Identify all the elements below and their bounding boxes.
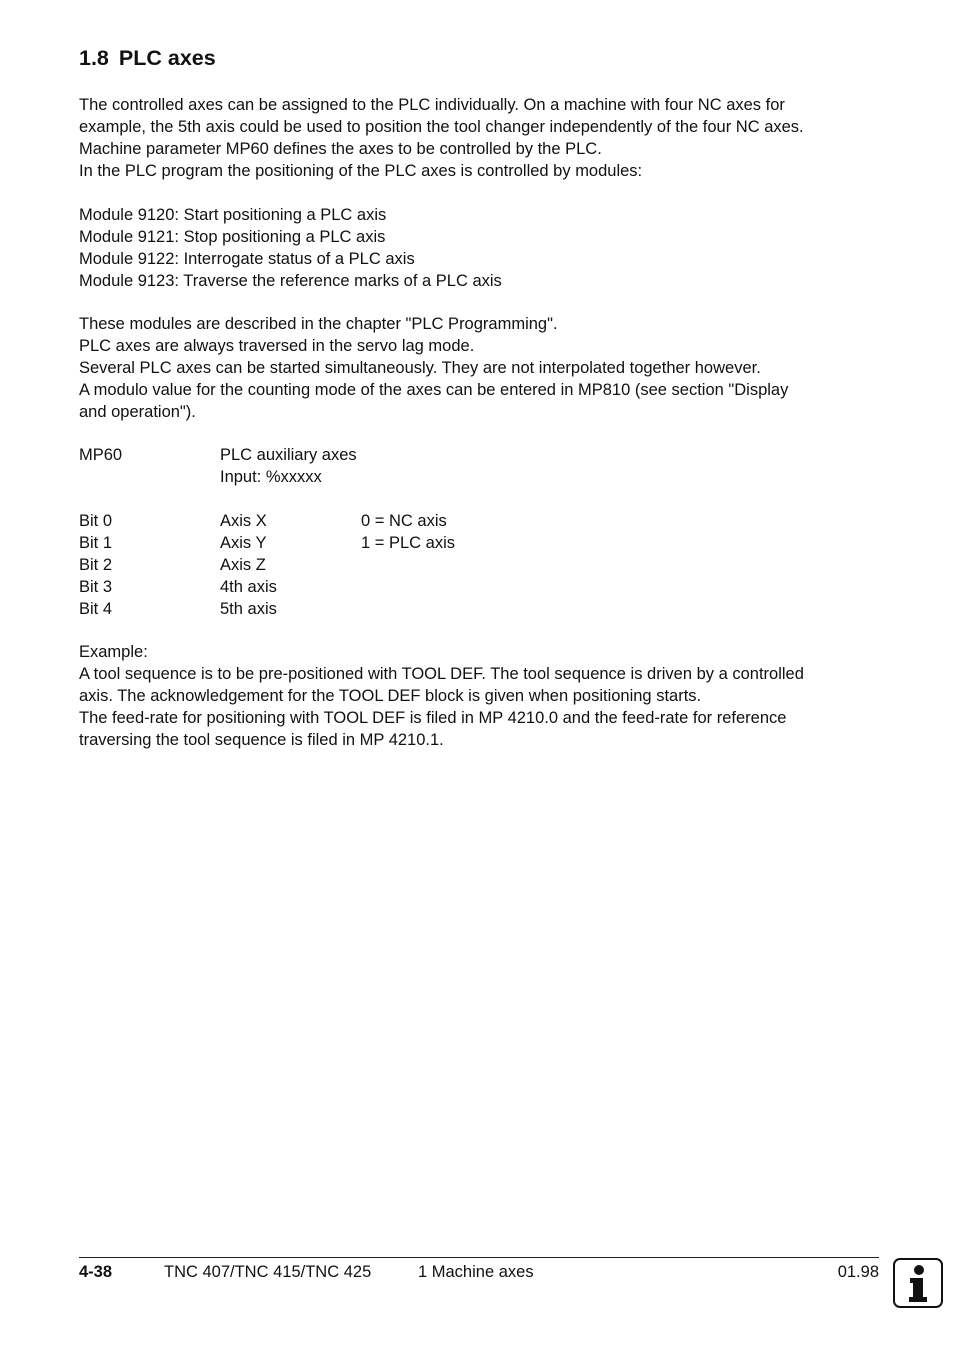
bit-number: Bit 0	[79, 512, 113, 530]
intro-paragraph	[79, 94, 879, 182]
section-number: 1.8	[79, 46, 109, 70]
note-line: Several PLC axes can be started simultaneously. They are not interpolated together however.	[79, 359, 761, 377]
bit-meaning: 0 = NC axis	[361, 512, 447, 530]
bit-axis: Axis X	[220, 512, 267, 530]
parameter-description: PLC auxiliary axes	[220, 446, 357, 464]
footer-manual-title: TNC 407/TNC 415/TNC 425	[164, 1263, 372, 1281]
module-list	[79, 204, 879, 292]
note-line: PLC axes are always traversed in the servo lag mode.	[79, 337, 475, 355]
bit-axis: Axis Z	[220, 556, 266, 574]
bit-axis: 4th axis	[220, 578, 277, 596]
note-line: A modulo value for the counting mode of the axes can be entered in MP810 (see section "Display	[79, 381, 789, 399]
info-icon	[893, 1258, 943, 1308]
section-title: PLC axes	[118, 46, 216, 70]
module-item: Module 9122: Interrogate status of a PLC axis	[79, 250, 415, 268]
module-item: Module 9123: Traverse the reference marks of a PLC axis	[79, 272, 502, 290]
example-line: traversing the tool sequence is filed in MP 4210.1.	[79, 731, 444, 749]
bit-row	[79, 576, 879, 598]
section-heading	[79, 44, 216, 72]
example-line: The feed-rate for positioning with TOOL DEF is filed in MP 4210.0 and the feed-rate for reference	[79, 709, 787, 727]
bit-row	[79, 532, 879, 554]
note-line: and operation").	[79, 403, 196, 421]
parameter-input: Input: %xxxxx	[220, 468, 322, 486]
bit-row	[79, 554, 879, 576]
footer-chapter: 1 Machine axes	[418, 1263, 534, 1281]
note-line: These modules are described in the chapter "PLC Programming".	[79, 315, 558, 333]
example-label: Example:	[79, 643, 148, 661]
module-item: Module 9121: Stop positioning a PLC axis	[79, 228, 386, 246]
bit-number: Bit 2	[79, 556, 113, 574]
bit-number: Bit 4	[79, 600, 113, 618]
bit-table	[79, 510, 879, 620]
bit-number: Bit 1	[79, 534, 113, 552]
bit-meaning: 1 = PLC axis	[361, 534, 456, 552]
bit-axis: 5th axis	[220, 600, 277, 618]
bit-number: Bit 3	[79, 578, 113, 596]
intro-line: In the PLC program the positioning of the PLC axes is controlled by modules:	[79, 162, 643, 180]
example-block	[79, 641, 879, 751]
parameter-name: MP60	[79, 446, 123, 464]
bit-row	[79, 510, 879, 532]
footer-page-number: 4-38	[79, 1263, 113, 1281]
parameter-block	[79, 444, 879, 488]
example-line: axis. The acknowledgement for the TOOL DEF block is given when positioning starts.	[79, 687, 702, 705]
notes-paragraph	[79, 313, 879, 423]
intro-line: example, the 5th axis could be used to position the tool changer independently of the four NC axes.	[79, 118, 804, 136]
bit-axis: Axis Y	[220, 534, 267, 552]
intro-line: The controlled axes can be assigned to the PLC individually. On a machine with four NC axes for	[79, 96, 785, 114]
footer-date: 01.98	[837, 1263, 879, 1281]
bit-row	[79, 598, 879, 620]
example-line: A tool sequence is to be pre-positioned with TOOL DEF. The tool sequence is driven by a controlled	[79, 665, 804, 683]
module-item: Module 9120: Start positioning a PLC axis	[79, 206, 387, 224]
intro-line: Machine parameter MP60 defines the axes to be controlled by the PLC.	[79, 140, 602, 158]
footer-rule	[79, 1257, 879, 1258]
